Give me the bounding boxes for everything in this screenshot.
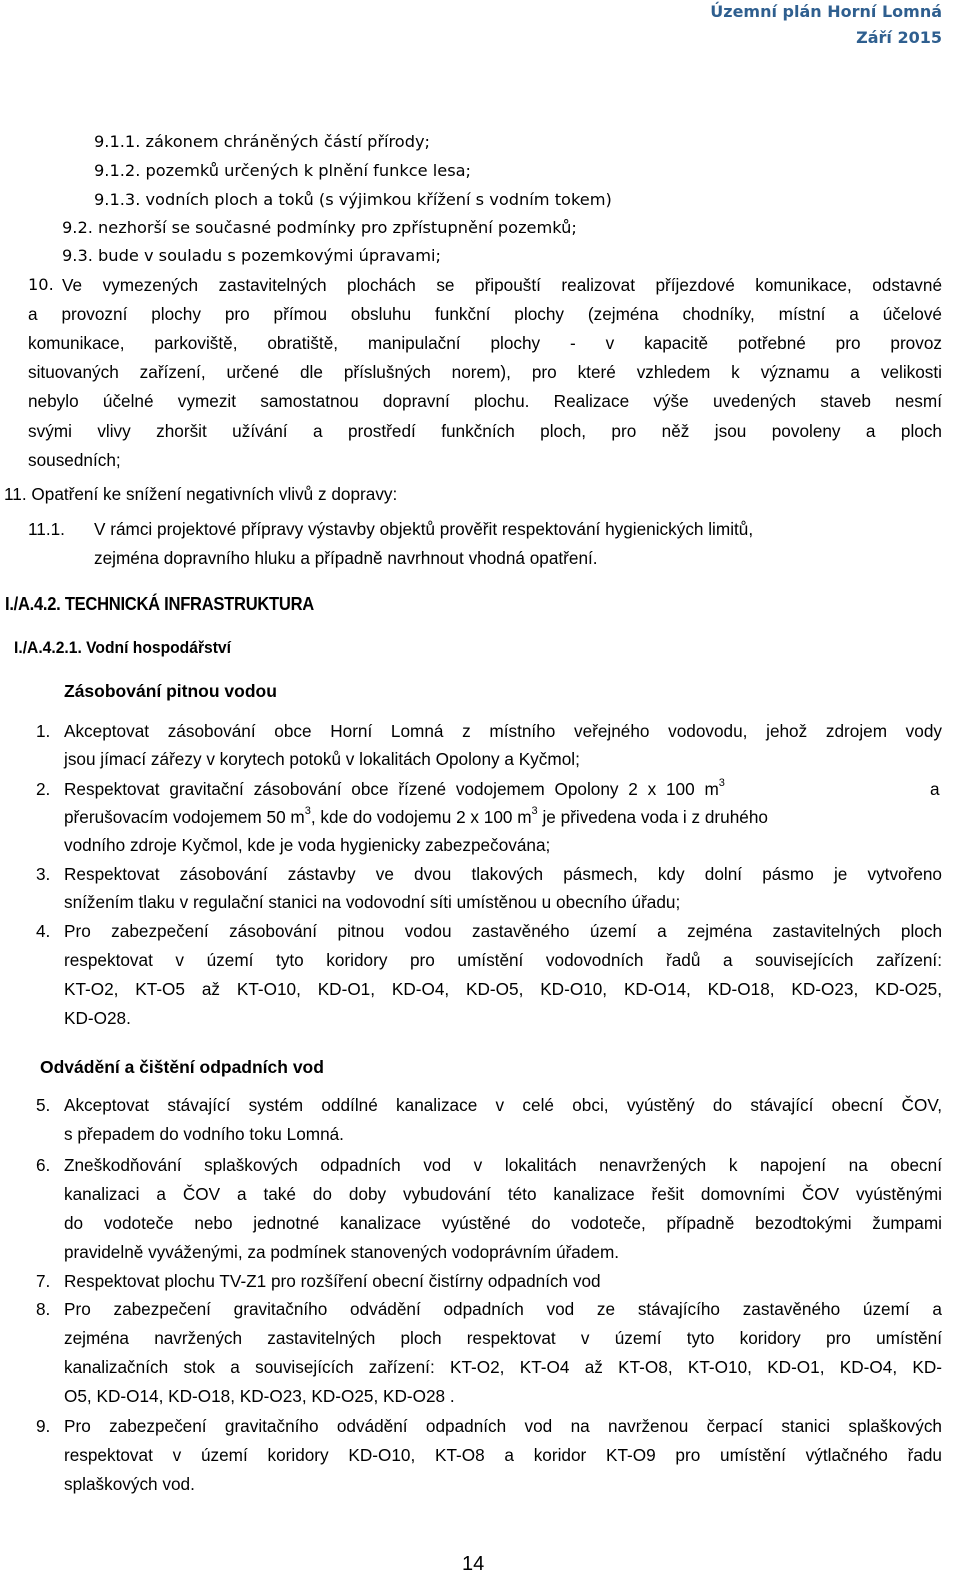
waste-item-line: zejména navržených zastavitelných ploch respektovat v území tyto koridory pro umístění: [64, 1328, 942, 1348]
supply-item-line: KT-O2, KT-O5 až KT-O10, KD-O1, KD-O4, KD-O5, KD-O10, KD-O14, KD-O18, KD-O23, KD-O25,: [64, 979, 942, 999]
list-item-10-line: sousedních;: [28, 450, 121, 470]
supply-item-number: 3.: [36, 864, 51, 884]
superscript: 3: [718, 777, 725, 789]
supply-item-number: 2.: [36, 779, 51, 799]
supply-item-line: Akceptovat zásobování obce Horní Lomná z místního veřejného vodovodu, jehož zdrojem vody: [64, 721, 942, 741]
waste-item-line: Akceptovat stávající systém oddílné kanalizace v celé obci, vyústěný do stávající obecní ČOV,: [64, 1095, 942, 1115]
page-number: 14: [462, 1553, 485, 1575]
list-item-11-1-number: 11.1.: [28, 519, 65, 539]
waste-item-number: 8.: [36, 1299, 51, 1319]
list-item-10-line: situovaných zařízení, určené dle příslušných norem), pro které vzhledem k významu a velikosti: [28, 362, 942, 382]
list-item-10-line: svými vlivy zhoršit užívání a prostředí funkčních ploch, pro něž jsou povoleny a ploch: [28, 421, 942, 441]
supply-item-text: , kde do vodojemu 2 x 100 m: [310, 807, 532, 827]
supply-item-line: snížením tlaku v regulační stanici na vodovodní síti umístěnou u obecního úřadu;: [64, 892, 681, 912]
supply-item-line: [64, 806, 768, 828]
waste-item-number: 9.: [36, 1416, 51, 1436]
supply-item-text: je přivedena voda i z druhého: [537, 807, 768, 827]
waste-item-number: 5.: [36, 1095, 51, 1115]
waste-item-line: kanalizaci a ČOV a také do doby vybudování této kanalizace řešit domovními ČOV vyústěnými: [64, 1184, 942, 1204]
list-item-9-1-1: 9.1.1. zákonem chráněných částí přírody;: [94, 132, 431, 151]
list-item-11: 11. Opatření ke snížení negativních vlivů z dopravy:: [4, 484, 398, 504]
heading-water-supply: Zásobování pitnou vodou: [64, 681, 277, 701]
supply-item-number: 4.: [36, 921, 51, 941]
supply-item-line: respektovat v území tyto koridory pro umístění vodovodních řadů a souvisejících zařízení:: [64, 950, 942, 970]
superscript: 3: [531, 805, 538, 817]
list-item-10-line: a provozní plochy pro přímou obsluhu funkční plochy (zejména chodníky, místní a účelové: [28, 304, 942, 324]
waste-item-line: Respektovat plochu TV-Z1 pro rozšíření obecní čistírny odpadních vod: [64, 1271, 601, 1291]
waste-item-line: Zneškodňování splaškových odpadních vod v lokalitách nenavržených k napojení na obecní: [64, 1155, 942, 1175]
waste-item-line: pravidelně vyváženými, za podmínek stanovených vodoprávním úřadem.: [64, 1242, 620, 1262]
list-item-9-1-3: 9.1.3. vodních ploch a toků (s výjimkou křížení s vodním tokem): [94, 190, 612, 209]
list-item-10-number: 10.: [28, 275, 54, 294]
waste-item-number: 7.: [36, 1271, 51, 1291]
supply-item-text: přerušovacím vodojemem 50 m: [64, 807, 305, 827]
supply-item-line: KD-O28.: [64, 1008, 131, 1028]
waste-item-line: respektovat v území koridory KD-O10, KT-O8 a koridor KT-O9 pro umístění výtlačného řadu: [64, 1445, 942, 1465]
waste-item-line: s přepadem do vodního toku Lomná.: [64, 1124, 344, 1144]
supply-item-number: 1.: [36, 721, 51, 741]
header-title: Územní plán Horní Lomná: [710, 2, 942, 21]
heading-technical-infrastructure: I./A.4.2. TECHNICKÁ INFRASTRUKTURA: [5, 594, 314, 614]
waste-item-line: splaškových vod.: [64, 1474, 195, 1494]
supply-item-line: vodního zdroje Kyčmol, kde je voda hygienicky zabezpečována;: [64, 835, 551, 855]
waste-item-number: 6.: [36, 1155, 51, 1175]
list-item-11-1-line: zejména dopravního hluku a případně navrhnout vhodná opatření.: [94, 548, 598, 568]
supply-item-line: Pro zabezpečení zásobování pitnou vodou zastavěného území a zejména zastavitelných ploch: [64, 921, 942, 941]
list-item-10-line: Ve vymezených zastavitelných plochách se připouští realizovat příjezdové komunikace, odstavné: [62, 275, 942, 295]
waste-item-line: Pro zabezpečení gravitačního odvádění odpadních vod ze stávajícího zastavěného území a: [64, 1299, 942, 1319]
supply-item-line-end: a: [930, 779, 940, 799]
supply-item-line: Respektovat zásobování zástavby ve dvou tlakových pásmech, kdy dolní pásmo je vytvořeno: [64, 864, 942, 884]
heading-water-management: I./A.4.2.1. Vodní hospodářství: [14, 638, 231, 657]
list-item-9-3: 9.3. bude v souladu s pozemkovými úpravami;: [62, 246, 441, 265]
waste-item-line: kanalizačních stok a souvisejících zařízení: KT-O2, KT-O4 až KT-O8, KT-O10, KD-O1, KD-O4, KD-: [64, 1357, 942, 1377]
list-item-9-2: 9.2. nezhorší se současné podmínky pro zpřístupnění pozemků;: [62, 218, 577, 237]
header-date: Září 2015: [856, 28, 942, 47]
superscript: 3: [304, 805, 311, 817]
supply-item-text: Respektovat gravitační zásobování obce řízené vodojemem Opolony 2 x 100 m: [64, 779, 719, 799]
waste-item-line: do vodoteče nebo jednotné kanalizace vyústěné do vodoteče, případně bezodtokými žumpami: [64, 1213, 942, 1233]
heading-waste-water: Odvádění a čištění odpadních vod: [40, 1057, 324, 1077]
list-item-9-1-2: 9.1.2. pozemků určených k plnění funkce lesa;: [94, 161, 471, 180]
supply-item-line: [64, 778, 725, 800]
waste-item-line: O5, KD-O14, KD-O18, KD-O23, KD-O25, KD-O28 .: [64, 1386, 455, 1406]
list-item-10-line: komunikace, parkoviště, obratiště, manipulační plochy - v kapacitě potřebné pro provoz: [28, 333, 942, 353]
supply-item-line: jsou jímací zářezy v korytech potoků v lokalitách Opolony a Kyčmol;: [64, 749, 580, 769]
list-item-10-line: nebylo účelné vymezit samostatnou dopravní plochu. Realizace výše uvedených staveb nesmí: [28, 391, 942, 411]
waste-item-line: Pro zabezpečení gravitačního odvádění odpadních vod na navrženou čerpací stanici splaškových: [64, 1416, 942, 1436]
list-item-11-1-line: V rámci projektové přípravy výstavby objektů prověřit respektování hygienických limitů,: [94, 519, 754, 539]
